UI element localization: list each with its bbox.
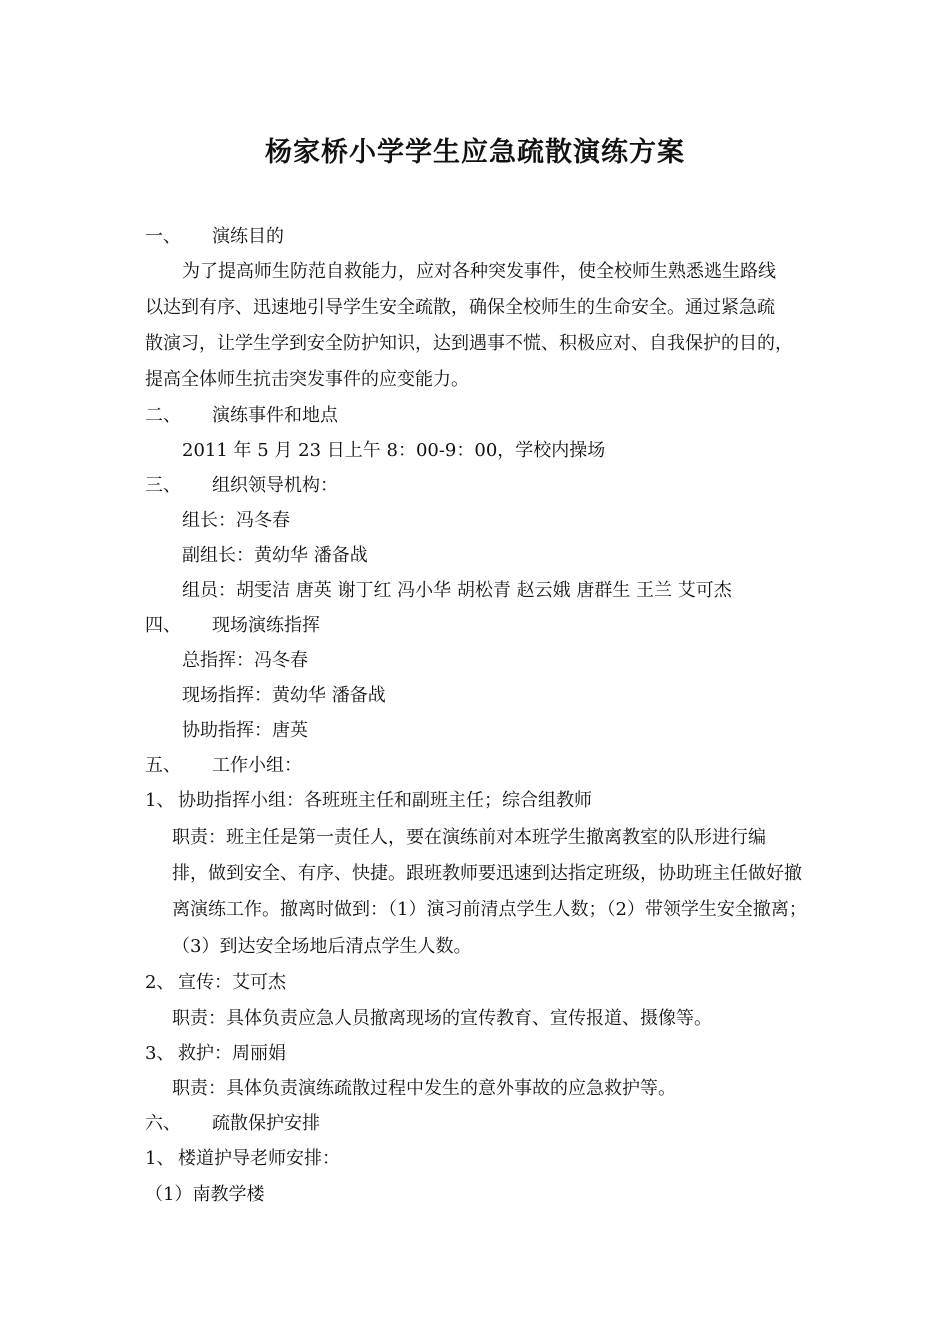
item-label: 楼道护导老师安排： [178, 1148, 340, 1169]
body-line: 为了提高师生防范自救能力，应对各种突发事件，使全校师生熟悉逃生路线 [182, 261, 776, 282]
group-label: 协助指挥小组：各班班主任和副班主任；综合组教师 [178, 790, 592, 811]
section-heading: 组织领导机构： [212, 475, 338, 496]
duty-line: 职责：具体负责应急人员撤离现场的宣传教育、宣传报道、摄像等。 [172, 1008, 712, 1029]
command-assist: 协助指挥：唐英 [182, 720, 308, 741]
group-label: 救护：周丽娟 [178, 1043, 286, 1064]
section-heading: 工作小组： [212, 755, 302, 776]
body-line: 散演习，让学生学到安全防护知识，达到遇事不慌、积极应对、自我保护的目的， [145, 333, 793, 354]
section-number: 五、 [145, 755, 181, 776]
body-line: 以达到有序、迅速地引导学生安全疏散，确保全校师生的生命安全。通过紧急疏 [145, 297, 775, 318]
section-number: 三、 [145, 475, 181, 496]
group-label: 宣传：艾可杰 [178, 972, 286, 993]
document-title: 杨家桥小学学生应急疏散演练方案 [265, 137, 685, 168]
command-field: 现场指挥：黄幼华 潘备战 [182, 685, 386, 706]
duty-line: 职责：具体负责演练疏散过程中发生的意外事故的应急救护等。 [172, 1078, 676, 1099]
org-members: 组员：胡雯洁 唐英 谢丁红 冯小华 胡松青 赵云娥 唐群生 王兰 艾可杰 [182, 580, 732, 601]
section-heading: 疏散保护安排 [212, 1113, 320, 1134]
section-heading: 演练事件和地点 [212, 405, 338, 426]
duty-line: 排，做到安全、有序、快捷。跟班教师要迅速到达指定班级，协助班主任做好撤 [172, 863, 802, 884]
org-deputy: 副组长：黄幼华 潘备战 [182, 545, 368, 566]
item-number: 1、 [145, 1148, 175, 1169]
duty-line: 离演练工作。撤离时做到：（1）演习前清点学生人数；（2）带领学生安全撤离； [172, 899, 807, 920]
section-number: 六、 [145, 1113, 181, 1134]
section-number: 一、 [145, 226, 181, 247]
duty-line: 职责：班主任是第一责任人，要在演练前对本班学生撤离教室的队形进行编 [172, 827, 766, 848]
section-number: 二、 [145, 405, 181, 426]
body-line: 提高全体师生抗击突发事件的应变能力。 [145, 369, 469, 390]
org-leader: 组长：冯冬春 [182, 510, 290, 531]
section-heading: 现场演练指挥 [212, 615, 320, 636]
section-heading: 演练目的 [212, 226, 284, 247]
sub-item: （1）南教学楼 [145, 1184, 265, 1205]
duty-line: （3）到达安全场地后清点学生人数。 [172, 936, 472, 957]
time-place-text: 2011 年 5 月 23 日上午 8：00-9：00，学校内操场 [182, 440, 606, 461]
section-number: 四、 [145, 615, 181, 636]
group-number: 3、 [145, 1043, 175, 1064]
group-number: 2、 [145, 972, 175, 993]
group-number: 1、 [145, 790, 175, 811]
command-chief: 总指挥：冯冬春 [182, 650, 308, 671]
